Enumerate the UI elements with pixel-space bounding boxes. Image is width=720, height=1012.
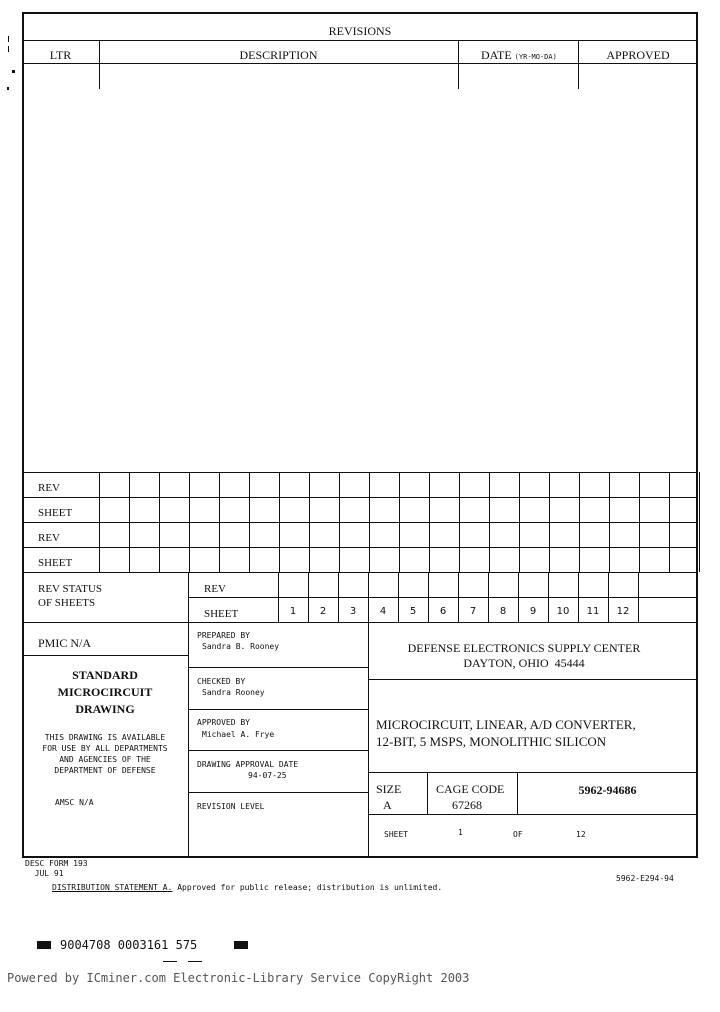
sheet-number-6: 6 bbox=[439, 606, 447, 617]
sheet-number-11: 11 bbox=[586, 606, 600, 617]
cage-code-value: 67268 bbox=[452, 798, 482, 812]
sheet-number-1: 1 bbox=[289, 606, 297, 617]
sheet-number-10: 10 bbox=[556, 606, 570, 617]
barcode-text: 9004708 0003161 575 bbox=[60, 938, 198, 952]
sheet-number-12: 12 bbox=[616, 606, 630, 617]
col-description: DESCRIPTION bbox=[239, 48, 318, 62]
approval-date-value: 94-07-25 bbox=[248, 771, 287, 780]
distribution-statement: DISTRIBUTION STATEMENT A. Approved for public release; distribution is unlimited. bbox=[52, 883, 443, 892]
prepared-by-name: Sandra B. Rooney bbox=[202, 642, 280, 651]
agency-location: DAYTON, OHIO 45444 bbox=[463, 656, 585, 670]
approved-by-name: Michael A. Frye bbox=[202, 730, 275, 739]
drawing-title: MICROCIRCUIT, LINEAR, A/D CONVERTER, 12-BIT, 5 MSPS, MONOLITHIC SILICON bbox=[376, 717, 636, 749]
sheet-number-9: 9 bbox=[529, 606, 537, 617]
rev-status-label: REV STATUS OF SHEETS bbox=[38, 583, 103, 609]
rev-label-2: REV bbox=[38, 532, 60, 544]
col-approved: APPROVED bbox=[606, 48, 670, 62]
size-value: A bbox=[383, 798, 392, 812]
approval-date-label: DRAWING APPROVAL DATE bbox=[197, 760, 299, 769]
col-date: DATE (YR-MO-DA) bbox=[481, 48, 557, 62]
of-label: OF bbox=[513, 830, 523, 839]
amsc-label: AMSC N/A bbox=[55, 798, 94, 807]
barcode-mark-right bbox=[234, 941, 248, 949]
revisions-title: REVISIONS bbox=[328, 24, 392, 38]
size-label: SIZE bbox=[376, 782, 402, 796]
document-code: 5962-E294-94 bbox=[616, 874, 674, 883]
sheet-number-8: 8 bbox=[499, 606, 507, 617]
rev-label-3: REV bbox=[204, 583, 226, 595]
standard-notice: THIS DRAWING IS AVAILABLE FOR USE BY ALL DEPARTMENTS AND AGENCIES OF THE DEPARTMENT OF DEFENSE bbox=[42, 733, 168, 775]
sheet-label-2: SHEET bbox=[38, 557, 73, 569]
sheet-field-value: 1 bbox=[458, 828, 463, 837]
sheet-number-3: 3 bbox=[349, 606, 357, 617]
sheet-number-4: 4 bbox=[379, 606, 387, 617]
powered-by: Powered by ICminer.com Electronic-Library Service CopyRight 2003 bbox=[7, 971, 470, 985]
col-ltr: LTR bbox=[49, 48, 72, 62]
pmic-label: PMIC N/A bbox=[38, 636, 92, 650]
sheet-number-7: 7 bbox=[469, 606, 477, 617]
prepared-by-label: PREPARED BY bbox=[197, 631, 250, 640]
barcode-mark-left bbox=[37, 941, 51, 949]
sheet-label-1: SHEET bbox=[38, 507, 73, 519]
approved-by-label: APPROVED BY bbox=[197, 718, 250, 727]
revision-level-label: REVISION LEVEL bbox=[197, 802, 265, 811]
rev-label-1: REV bbox=[38, 482, 60, 494]
sheet-number-2: 2 bbox=[319, 606, 327, 617]
sheet-number-5: 5 bbox=[409, 606, 417, 617]
sheet-field-label: SHEET bbox=[384, 830, 409, 839]
drawing-number: 5962-94686 bbox=[578, 783, 637, 797]
cage-code-label: CAGE CODE bbox=[436, 782, 505, 796]
standard-title: STANDARD MICROCIRCUIT DRAWING bbox=[57, 668, 153, 716]
of-value: 12 bbox=[576, 830, 586, 839]
checked-by-label: CHECKED BY bbox=[197, 677, 246, 686]
agency-name: DEFENSE ELECTRONICS SUPPLY CENTER bbox=[407, 641, 641, 655]
checked-by-name: Sandra Rooney bbox=[202, 688, 265, 697]
sheet-label-3: SHEET bbox=[204, 608, 239, 620]
desc-form: DESC FORM 193 JUL 91 bbox=[25, 859, 88, 878]
